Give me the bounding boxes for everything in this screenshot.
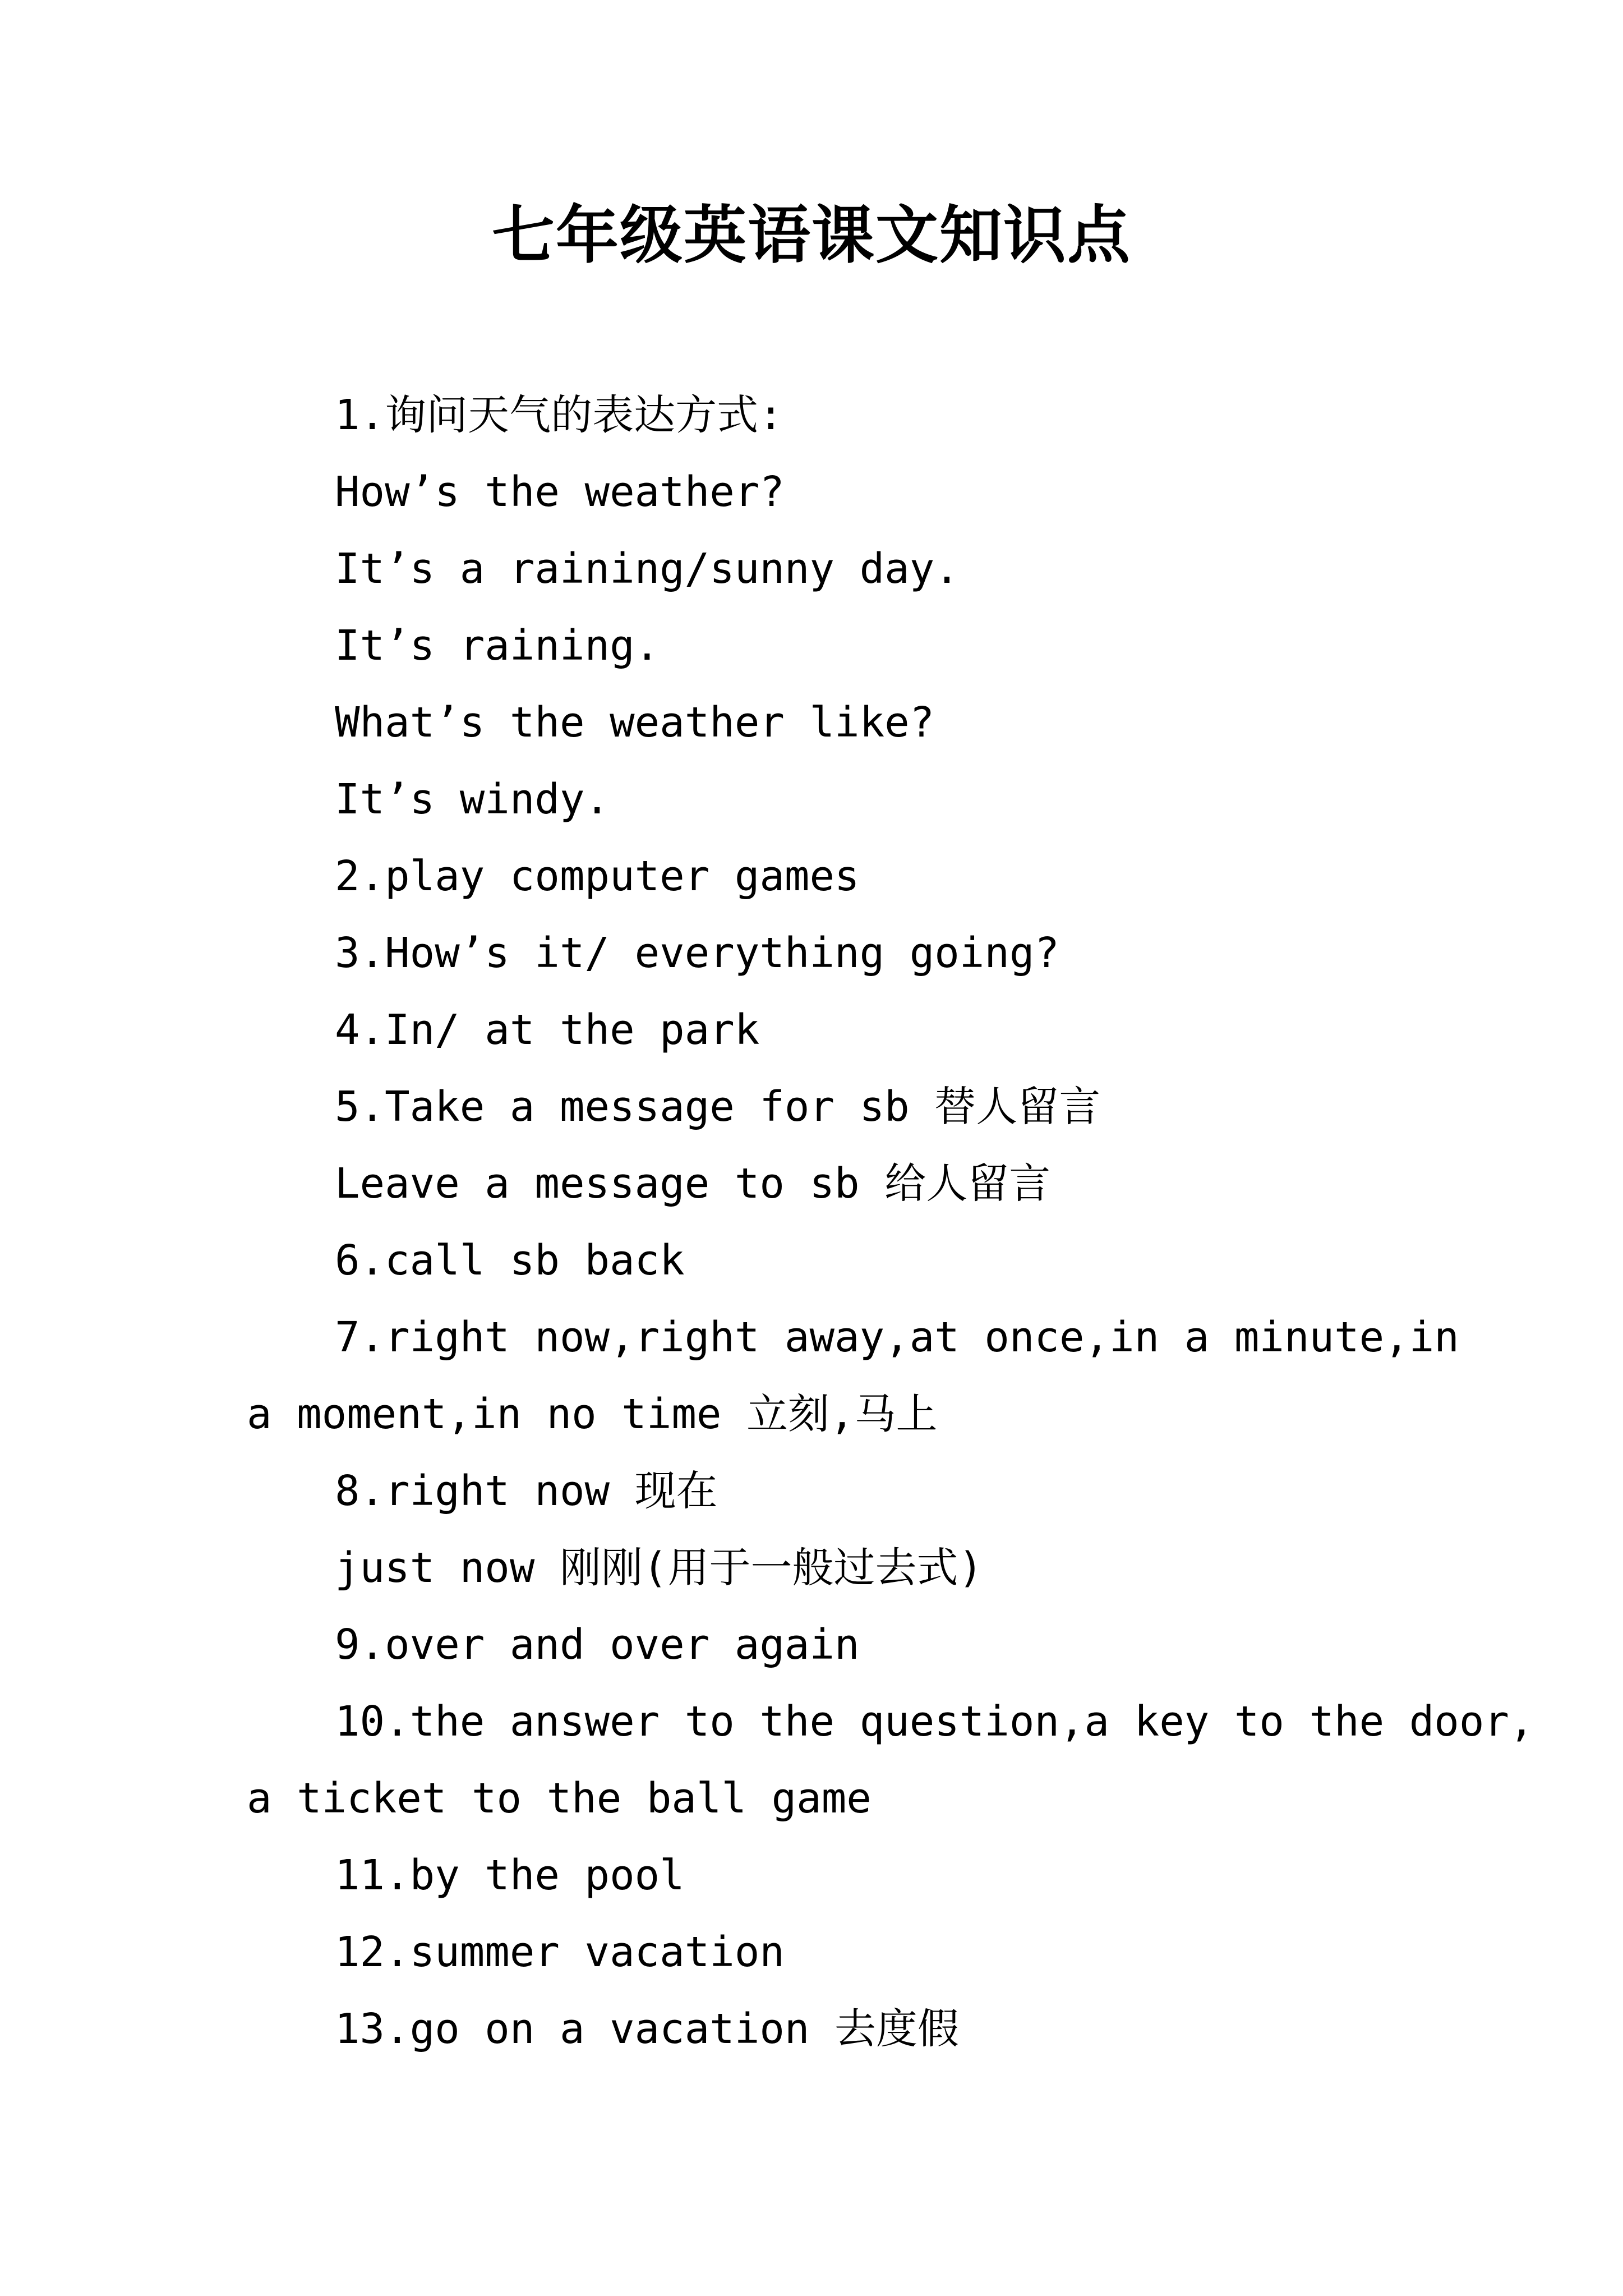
page-title: 七年级英语课文知识点 <box>492 199 1131 272</box>
text-line: 6.call sb back <box>335 1236 685 1285</box>
text-line: 12.summer vacation <box>335 1928 785 1976</box>
text-line: Leave a message to sb 给人留言 <box>335 1159 1051 1208</box>
text-line: 5.Take a message for sb 替人留言 <box>335 1083 1101 1131</box>
text-line: How’s the weather? <box>335 468 785 516</box>
text-line: It’s a raining/sunny day. <box>335 545 960 593</box>
text-line: 7.right now,right away,at once,in a minute,in <box>335 1313 1459 1361</box>
text-line: 9.over and over again <box>335 1621 860 1669</box>
document-body <box>247 377 1534 2068</box>
text-line: 10.the answer to the question,a key to the door, <box>335 1697 1534 1746</box>
text-line: 13.go on a vacation 去度假 <box>335 2005 960 2053</box>
text-line: 3.How’s it/ everything going? <box>335 929 1060 977</box>
text-line: 1.询问天气的表达方式: <box>335 391 783 439</box>
text-line: 4.In/ at the park <box>335 1006 760 1054</box>
text-line: just now 刚刚(用于一般过去式) <box>335 1544 984 1592</box>
text-line: What’s the weather like? <box>335 698 935 747</box>
text-line: It’s windy. <box>335 775 610 823</box>
text-line: a ticket to the ball game <box>247 1774 872 1823</box>
text-line: a moment,in no time 立刻,马上 <box>247 1390 938 1438</box>
text-line: 8.right now 现在 <box>335 1467 718 1515</box>
text-line: It’s raining. <box>335 622 660 670</box>
text-line: 2.play computer games <box>335 852 860 900</box>
text-line: 11.by the pool <box>335 1851 685 1899</box>
